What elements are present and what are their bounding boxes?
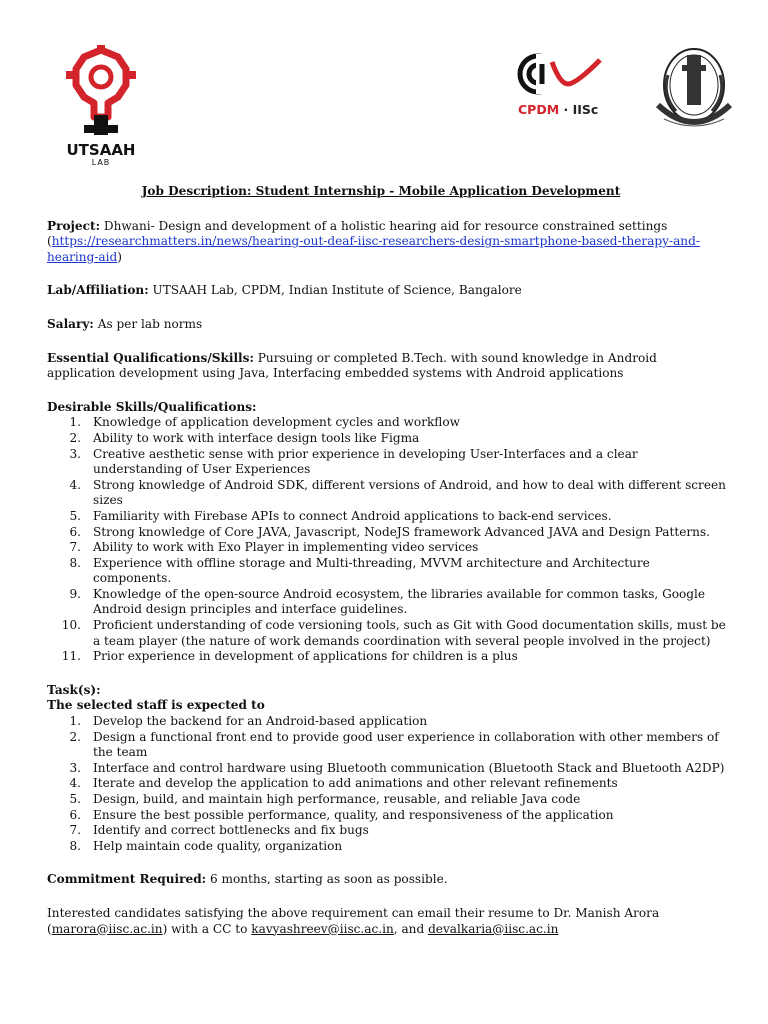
list-item-text: Design a functional front end to provide good user experience in collaboration with other members of the team bbox=[93, 729, 719, 760]
tasks-subheading: The selected staff is expected to bbox=[47, 698, 265, 713]
essential-label: Essential Qualifications/Skills bbox=[47, 350, 250, 365]
list-item: 8. Help maintain code quality, organization bbox=[69, 838, 343, 853]
list-item: 8. Experience with offline storage and Multi-threading, MVVM architecture and Architecture components. bbox=[69, 555, 650, 586]
list-item: 5. Familiarity with Firebase APIs to connect Android applications to back-end services. bbox=[69, 508, 612, 523]
salary-text: As per lab norms bbox=[97, 316, 203, 331]
contact-mid: with a CC to bbox=[171, 921, 248, 936]
salary-section: Salary: As per lab norms bbox=[47, 316, 203, 331]
list-item-text: Help maintain code quality, organization bbox=[93, 838, 343, 853]
project-link[interactable]: https://researchmatters.in/news/hearing-out-deaf-iisc-researchers-design-smartphone-based-therapy-and-hearing-aid bbox=[47, 234, 700, 264]
list-item-text: Knowledge of application development cycles and workflow bbox=[93, 415, 460, 430]
essential-section: Essential Qualifications/Skills: Pursuing or completed B.Tech. with sound knowledge in Android application development using Java, Interfacing embedded systems with Android applications bbox=[47, 350, 657, 381]
cpdm-label-red: CPDM bbox=[518, 102, 560, 117]
list-item: 4. Strong knowledge of Android SDK, different versions of Android, and how to deal with different screen sizes bbox=[69, 477, 726, 508]
commitment-text: 6 months, starting as soon as possible. bbox=[209, 872, 448, 887]
commitment-label: Commitment Required bbox=[47, 872, 202, 887]
desirable-heading: Desirable Skills/Qualifications: bbox=[47, 399, 257, 414]
tasks-list bbox=[47, 714, 727, 854]
utsaah-lab-label: LAB bbox=[91, 158, 111, 167]
contact-intro: Interested candidates satisfying the above requirement can email their resume to Dr. Manish Arora bbox=[47, 905, 660, 920]
list-item: 1. Develop the backend for an Android-based application bbox=[69, 714, 428, 729]
list-item-text: Iterate and develop the application to add animations and other relevant refinements bbox=[93, 776, 618, 791]
list-item-text: Design, build, and maintain high performance, reusable, and reliable Java code bbox=[93, 792, 581, 806]
salary-label: Salary bbox=[47, 316, 90, 331]
list-item-text: Interface and control hardware using Bluetooth communication (Bluetooth Stack and Bluetooth A2DP) bbox=[93, 760, 725, 775]
page-title: Job Description: Student Internship - Mobile Application Development bbox=[141, 184, 621, 198]
list-item-text: Proficient understanding of code versioning tools, such as Git with Good documentation skills, must be a team player (the nature of work demands coordination with several people involved in the project) bbox=[93, 618, 726, 648]
lab-text: UTSAAH Lab, CPDM, Indian Institute of Science, Bangalore bbox=[152, 283, 522, 298]
list-item: 6. Strong knowledge of Core JAVA, Javascript, NodeJS framework Advanced JAVA and Design Patterns. bbox=[69, 524, 710, 539]
iisc-seal bbox=[650, 45, 738, 135]
utsaah-emblem-icon bbox=[56, 45, 146, 140]
project-section: Project: Dhwani- Design and development of a holistic hearing aid for resource constrained settings (https://researchmatters.in/news/hearing-out-deaf-iisc-researchers-design-smartphone-based-therapy-and-hearing-aid) bbox=[47, 218, 700, 264]
cpdm-logo bbox=[512, 50, 604, 125]
list-item: 4. Iterate and develop the application to add animations and other relevant refinements bbox=[69, 776, 618, 791]
list-item-text: Strong knowledge of Core JAVA, Javascript, NodeJS framework Advanced JAVA and Design Patterns. bbox=[93, 524, 710, 539]
list-item-text: Creative aesthetic sense with prior experience in developing User-Interfaces and a clear understanding of User Experiences bbox=[93, 446, 638, 477]
list-item-text: Ensure the best possible performance, quality, and responsiveness of the application bbox=[93, 807, 614, 822]
commitment-section: Commitment Required: 6 months, starting as soon as possible. bbox=[47, 872, 448, 887]
list-item-text: Prior experience in development of applications for children is a plus bbox=[93, 649, 518, 664]
desirable-list bbox=[47, 415, 727, 665]
list-item-text: Ability to work with Exo Player in implementing video services bbox=[93, 540, 479, 555]
email-link-marora[interactable]: marora@iisc.ac.in bbox=[51, 921, 163, 936]
cpdm-label-iisc: IISc bbox=[572, 102, 599, 117]
list-item-text: Ability to work with interface design tools like Figma bbox=[93, 430, 420, 445]
iisc-seal-icon bbox=[650, 45, 738, 135]
list-item-text: Familiarity with Firebase APIs to connect Android applications to back-end services. bbox=[93, 508, 612, 523]
list-item: 5. Design, build, and maintain high performance, reusable, and reliable Java code bbox=[69, 792, 581, 806]
cpdm-label: CPDM · IISc bbox=[518, 102, 599, 117]
contact-section: Interested candidates satisfying the above requirement can email their resume to Dr. Manish Arora (marora@iisc.ac.in) with a CC to kavyashreev@iisc.ac.in, and devalkaria@iisc.ac.in bbox=[47, 905, 660, 936]
list-item-text: Experience with offline storage and Multi-threading, MVVM architecture and Architecture components. bbox=[93, 555, 650, 586]
utsaah-name: UTSAAH bbox=[66, 141, 136, 159]
list-item: 3. Interface and control hardware using Bluetooth communication (Bluetooth Stack and Bluetooth A2DP) bbox=[69, 760, 725, 775]
list-item: 3. Creative aesthetic sense with prior experience in developing User-Interfaces and a clear understanding of User Experiences bbox=[69, 446, 638, 477]
list-item: 7. Ability to work with Exo Player in implementing video services bbox=[69, 540, 479, 555]
list-item-text: Knowledge of the open-source Android ecosystem, the libraries available for common tasks, Google Android design principles and interface guidelines. bbox=[93, 586, 706, 617]
list-item: 10. Proficient understanding of code versioning tools, such as Git with Good documentation skills, must be a team player (the nature of work demands coordination with several people involved in the project) bbox=[61, 618, 726, 648]
project-label: Project bbox=[47, 218, 96, 233]
list-item-text: Develop the backend for an Android-based application bbox=[93, 714, 428, 729]
list-item: 7. Identify and correct bottlenecks and fix bugs bbox=[69, 823, 369, 838]
email-link-kavyashreev[interactable]: kavyashreev@iisc.ac.in bbox=[251, 921, 394, 936]
utsaah-logo bbox=[56, 45, 146, 170]
cpdm-emblem-icon bbox=[512, 50, 604, 100]
job-description bbox=[47, 184, 727, 937]
list-item: 2. Ability to work with interface design tools like Figma bbox=[69, 430, 420, 445]
email-link-devalkaria[interactable]: devalkaria@iisc.ac.in bbox=[428, 921, 559, 936]
project-text: Dhwani- Design and development of a holistic hearing aid for resource constrained settings bbox=[103, 218, 668, 233]
tasks-heading: Task(s): bbox=[47, 682, 101, 697]
list-item: 9. Knowledge of the open-source Android ecosystem, the libraries available for common tasks, Google Android design principles and interface guidelines. bbox=[69, 586, 706, 617]
essential-text: Pursuing or completed B.Tech. with sound knowledge in Android application development using Java, Interfacing embedded systems with Android applications bbox=[47, 350, 657, 381]
list-item: 2. Design a functional front end to provide good user experience in collaboration with other members of the team bbox=[69, 729, 719, 760]
lab-label: Lab/Affiliation bbox=[47, 283, 145, 298]
list-item: 11. Prior experience in development of applications for children is a plus bbox=[61, 649, 518, 664]
list-item: 6. Ensure the best possible performance, quality, and responsiveness of the application bbox=[69, 807, 614, 822]
list-item-text: Strong knowledge of Android SDK, different versions of Android, and how to deal with different screen sizes bbox=[93, 477, 726, 508]
lab-section: Lab/Affiliation: UTSAAH Lab, CPDM, Indian Institute of Science, Bangalore bbox=[47, 283, 522, 298]
contact-and: , and bbox=[393, 921, 425, 936]
list-item-text: Identify and correct bottlenecks and fix bugs bbox=[93, 823, 369, 838]
list-item: 1. Knowledge of application development cycles and workflow bbox=[69, 415, 460, 430]
